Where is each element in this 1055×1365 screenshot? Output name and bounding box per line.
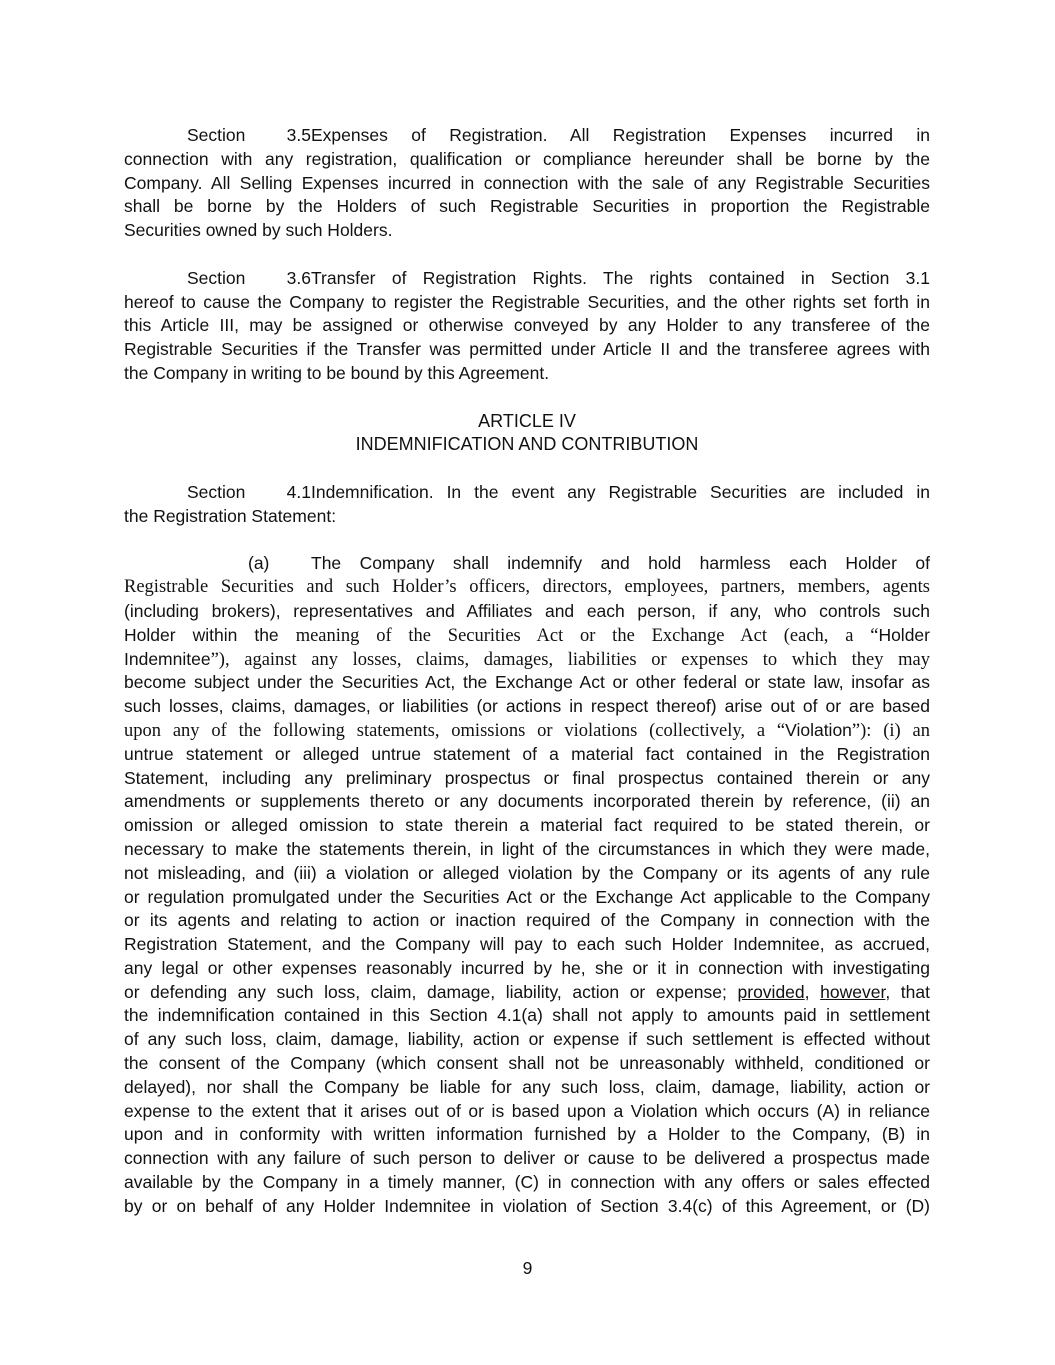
paragraph-line: any legal or other expenses reasonably incurred by he, she or it in connection with investigating [124,957,930,978]
paragraph-line: the Company in writing to be bound by this Agreement. [124,362,550,383]
section-3-6-paragraph [124,267,930,386]
paragraph-line: such losses, claims, damages, or liabilities (or actions in respect thereof) arise out of or are based [124,696,930,717]
paragraph-line: not misleading, and (iii) a violation or alleged violation by the Company or its agents of any rule [124,862,930,883]
section-number-label: Section 3.6 [187,267,311,288]
line-segment: Holder within the [124,624,296,645]
paragraph-line: Registrable Securities and such Holder’s officers, directors, employees, partners, members, agents [124,577,930,598]
paragraph-line: Registrable Securities if the Transfer was permitted under Article II and the transferee agrees with [124,339,930,360]
line-segment: upon any of the following statements, omissions or violations (collectively, a “ [124,720,786,741]
paragraph-line: of any such loss, claim, damage, liability, action or expense if such settlement is effected without [124,1029,930,1050]
article-heading [124,410,930,458]
however-term: however [820,981,886,1002]
paragraph-line: by or on behalf of any Holder Indemnitee in violation of Section 3.4(c) of this Agreement, or (D) [124,1195,930,1216]
paragraph-line: delayed), nor shall the Company be liable for any such loss, claim, damage, liability, action or [124,1076,930,1097]
document-page [124,124,930,1242]
paragraph-line: amendments or supplements thereto or any documents incorporated therein by reference, (ii) an [124,791,930,812]
paragraph-line: untrue statement or alleged untrue statement of a material fact contained in the Registration [124,743,930,764]
paragraph-line: the indemnification contained in this Section 4.1(a) shall not apply to amounts paid in settlement [124,1005,930,1026]
paragraph-line: Registration Statement, and the Company will pay to each such Holder Indemnitee, as accrued, [124,934,930,955]
section-3-5-paragraph [124,124,930,243]
line-segment: , [804,981,821,1002]
line-segment: meaning of the Securities Act or the Exchange Act (each, a “ [295,625,879,646]
section-4-1-a-paragraph [124,552,930,1218]
paragraph-line: Statement, including any preliminary prospectus or final prospectus contained therein or any [124,767,930,788]
defined-term: Violation [785,719,852,740]
paragraph-line: hereof to cause the Company to register the Registrable Securities, and the other rights set forth in [124,291,930,312]
defined-term: Holder [878,624,930,645]
paragraph-line: omission or alleged omission to state therein a material fact required to be stated therein, or [124,815,930,836]
line-text: The Company shall indemnify and hold harmless each Holder of [311,553,930,574]
paragraph-line [124,552,930,576]
paragraph-line: Securities owned by such Holders. [124,220,393,241]
provided-term: provided [737,981,805,1002]
paragraph-line: or its agents and relating to action or inaction required of the Company in connection with the [124,910,930,931]
paragraph-line: shall be borne by the Holders of such Registrable Securities in proportion the Registrable [124,196,930,217]
line-segment: or defending any such loss, claim, damage, liability, action or expense; [124,981,738,1002]
section-number-label: Section 4.1 [187,481,311,502]
article-title: INDEMNIFICATION AND CONTRIBUTION [355,434,699,455]
line-segment: ”), against any losses, claims, damages, liabilities or expenses to which they may [210,649,930,670]
subsection-label: (a) [248,553,270,574]
paragraph-line [124,267,930,291]
line-text: Indemnification. In the event any Registrable Securities are included in [311,481,930,502]
section-4-1-paragraph [124,481,930,529]
paragraph-line: become subject under the Securities Act, the Exchange Act or other federal or state law, insofar as [124,672,930,693]
paragraph-line: available by the Company in a timely manner, (C) in connection with any offers or sales effected [124,1172,930,1193]
paragraph-line [124,719,930,743]
paragraph-line: expense to the extent that it arises out of or is based upon a Violation which occurs (A) in reliance [124,1100,930,1121]
paragraph-line: or regulation promulgated under the Securities Act or the Exchange Act applicable to the Company [124,886,930,907]
defined-term: Indemnitee [124,648,211,669]
paragraph-line: this Article III, may be assigned or otherwise conveyed by any Holder to any transferee of the [124,315,930,336]
paragraph-line [124,481,930,505]
paragraph-line [124,981,930,1005]
paragraph-line: the consent of the Company (which consent shall not be unreasonably withheld, conditioned or [124,1053,930,1074]
paragraph-line: (including brokers), representatives and Affiliates and each person, if any, who controls such [124,600,930,621]
paragraph-line: upon and in conformity with written information furnished by a Holder to the Company, (B) in [124,1124,930,1145]
article-number: ARTICLE IV [478,410,576,431]
line-segment: ”): (i) an [851,720,930,741]
paragraph-line: connection with any failure of such person to deliver or cause to be delivered a prospectus made [124,1148,930,1169]
line-segment: , that [885,981,930,1002]
page-number: 9 [522,1258,533,1278]
line-text: Expenses of Registration. All Registration Expenses incurred in [311,125,930,145]
paragraph-line: Company. All Selling Expenses incurred in connection with the sale of any Registrable Securities [124,172,930,193]
section-number-label: Section 3.5 [187,125,311,145]
paragraph-line: the Registration Statement: [124,505,337,526]
paragraph-line: necessary to make the statements therein, in light of the circumstances in which they were made, [124,838,930,859]
paragraph-line [124,624,930,648]
line-text: Transfer of Registration Rights. The rights contained in Section 3.1 [311,267,930,288]
paragraph-line [124,648,930,672]
paragraph-line [124,124,930,148]
paragraph-line: connection with any registration, qualification or compliance hereunder shall be borne by the [124,148,930,169]
